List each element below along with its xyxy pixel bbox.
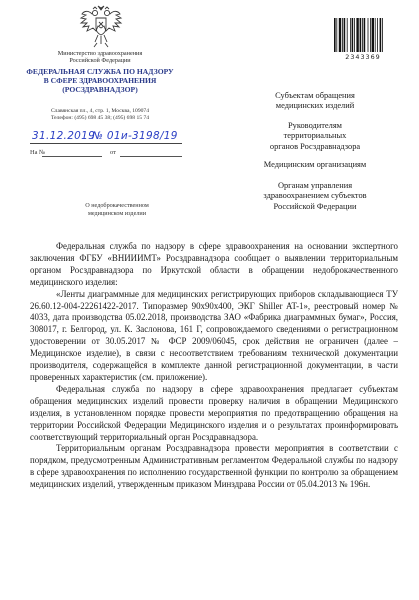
barcode-icon [334,18,392,52]
barcode-bar [356,18,358,52]
addressee-subjects [240,91,390,112]
reference-line [30,149,182,159]
service-name [20,67,180,95]
registration-underline [30,143,182,144]
addressee-line: Субъектам обращения [275,91,355,100]
body-paragraph: Федеральная служба по надзору в сфере здравоохранения на основании экспертного заключения ФГБУ «ВНИИИМТ» Росздравнадзора сообщает о выявлении территориальным органом Росздравнадзора по Иркутской области в обращении недоброкачественного медицинского изделия: [30,241,398,287]
sender-address [20,108,180,122]
barcode-bar [352,18,354,52]
letter-body [30,241,398,491]
barcode-number: 2343369 [345,53,381,61]
na-label: На № [30,149,46,156]
barcode-bar [362,18,363,52]
addressee-line: Органам управления [277,181,353,190]
document-number [92,130,178,142]
number-prefix: № [92,130,104,142]
na-underline [42,156,102,157]
ministry-line: Российской Федерации [69,57,131,65]
service-line: (РОСЗДРАВНАДЗОР) [62,85,138,95]
letter-subject [52,202,182,217]
body-paragraph: Федеральная служба по надзору в сфере здравоохранения предлагает субъектам обращения медицинских изделий провести проверку наличия в обращении Медицинского изделия, в установленном порядке провести мероприятия по предотвращению обращения на территории Российской Федерации Медицинского изделия и о результатах проинформировать соответствующий территориальный орган Росздравнадзора. [30,383,398,442]
barcode-bar [342,18,343,52]
barcode-bar [368,18,369,52]
phone-line: Телефон: (495) 698 45 38; (495) 698 15 74 [50,115,150,121]
addressee-line: Российской Федерации [273,201,357,211]
document-date: 31.12.2019 [32,130,96,142]
barcode-bar [350,18,351,52]
addressee-line: Руководителям [288,121,342,130]
subject-line: О недоброкачественном [85,202,149,210]
ot-label: от [110,149,116,156]
address-line: Славянская пл., 4, стр. 1, Москва, 109074 [50,108,150,114]
barcode-bar [336,18,337,52]
barcode-bar [360,18,362,52]
barcode-bar [364,18,366,52]
addressee-territorial [240,121,390,152]
addressee-line: Медицинским организациям [263,160,367,169]
barcode-bar [370,18,371,52]
service-line: В СФЕРЕ ЗДРАВООХРАНЕНИЯ [43,76,157,86]
addressee-health-authorities [240,181,390,212]
addressee-medical [240,160,390,170]
addressee-line: органов Росздравнадзора [269,141,361,151]
barcode-bar [339,18,341,52]
ministry-name [20,50,180,64]
barcode-bar [334,18,336,52]
number-value: 01и-3198/19 [106,130,178,142]
addressee-line: здравоохранением субъектов [263,191,367,201]
barcode-bar [375,18,376,52]
registration-line [30,130,182,148]
ot-underline [120,156,182,157]
barcode-bar [372,18,374,52]
ministry-line: Министерство здравоохранения [57,50,143,57]
body-paragraph: Территориальным органам Росздравнадзора провести мероприятия в соответствии с порядком, предусмотренным Административным регламентом Федеральной службы по надзору в сфере здравоохранения по исполнению государственной функции по контролю за обращением медицинских изделий, утвержденным приказом Минздрава России от 05.04.2013 № 196н. [30,443,398,490]
barcode-bar [377,18,378,52]
body-paragraph: «Ленты диаграммные для медицинских регистрирующих приборов складывающиеся ТУ 26.60.12-004-22261422-2017. Типоразмер 90х90х400, ЭКГ Shiller AT-1», реестровый номер № 4033, дата производства 05.02.2018, производства ЗАО «Фабрика диаграммных бумаг», Россия, 308017, г. Белгород, ул. К. Заслонова, 161 Г, сопровождаемого сведениями о регистрационном удостоверении от 30.05.2017 № ФСР 2009/06045, срок действия не ограничен (далее – Медицинское изделие), в связи с несоответствием требованиям технической документации производителя, содержащейся в комплекте данной регистрационной документации, в части проверенных характеристик (см. приложение). [30,288,398,382]
barcode-bar [347,18,348,52]
barcode-bar [382,18,383,52]
barcode-bar [344,18,346,52]
state-emblem-icon [78,4,124,50]
service-line: ФЕДЕРАЛЬНАЯ СЛУЖБА ПО НАДЗОРУ [26,67,174,76]
addressee-line: территориальных [283,131,347,141]
barcode-bar [380,18,382,52]
subject-line: медицинском изделии [87,209,147,217]
barcode-bar [354,18,355,52]
addressee-line: медицинских изделий [275,101,355,111]
